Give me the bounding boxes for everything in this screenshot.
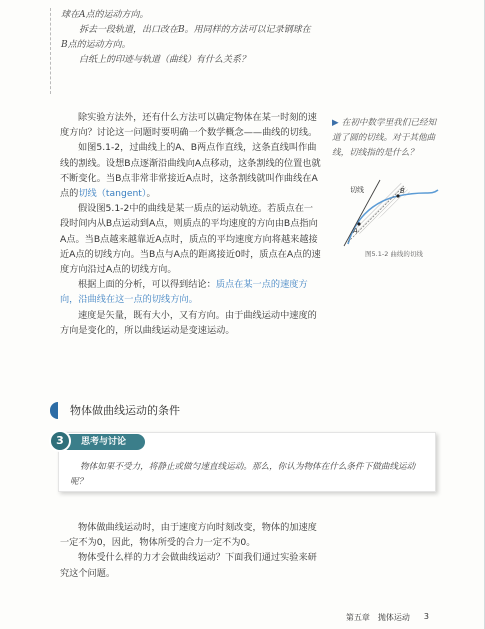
section-heading: [50, 401, 180, 419]
conclusion-highlight: 质点在某一点的速度方向，沿曲线在这一点的切线方向。: [60, 279, 308, 306]
paragraph-6: 物体做曲线运动时，由于速度方向时刻改变，物体的加速度一定不为0，因此，物体所受的合力一定不为0。: [60, 522, 317, 549]
chapter-title: 第五章 抛体运动: [345, 613, 410, 622]
paragraph-4-text: 根据上面的分析，可以得到结论：: [78, 279, 216, 291]
tangent-term: 切线（tangent）: [78, 188, 147, 200]
experiment-line-1: 球在A点的运动方向。: [61, 10, 149, 20]
paragraph-1: 除实验方法外，还有什么方法可以确定物体在某一时刻的速度方向？讨论这一问题时要明确一个数学概念——曲线的切线。: [60, 112, 318, 139]
section-bar-icon: [50, 402, 58, 419]
experiment-line-3: 白纸上的印迹与轨道（曲线）有什么关系？: [79, 55, 251, 65]
figure-caption: 图5.1-2 曲线的切线: [365, 250, 423, 258]
paragraph-2-text: 如图5.1-2，过曲线上的A、B两点作直线，这条直线叫作曲线的割线。设想B点逐渐沿曲线向A点移动，这条割线的位置也就不断变化。当B点非常非常接近A点时，这条割线就叫作曲线在A点的: [60, 142, 321, 200]
page-footer: [346, 612, 429, 623]
side-note: [332, 116, 442, 161]
tangent-diagram: [340, 172, 440, 250]
triangle-marker-icon: ▶: [332, 118, 339, 128]
side-note-text: 在初中数学里我们已经知道了圆的切线。对于其他曲线，切线指的是什么？: [332, 118, 437, 158]
paragraph-2: [60, 140, 322, 201]
paragraph-3: 假设图5.1-2中的曲线是某一质点的运动轨迹。若质点在一段时间内从B点运动到A点，则质点的平均速度的方向由B点指向A点。当B点越来越靠近A点时，质点的平均速度方向将越来越接近A点的切线方向。当B点与A点的距离接近0时，质点在A点的速度方向沿过A点的切线方向。: [60, 203, 321, 276]
discussion-text: 物体如果不受力，将静止或做匀速直线运动。那么，你认为物体在什么条件下做曲线运动呢？: [70, 462, 416, 487]
paragraph-7: 物体受什么样的力才会做曲线运动？下面我们通过实验来研究这个问题。: [60, 552, 317, 579]
main-text-block: [60, 110, 322, 338]
tangent-label: 切线: [350, 186, 364, 194]
experiment-line-2: 拆去一段轨道，出口改在B。用同样的方法可以记录钢球在B点的运动方向。: [61, 25, 311, 50]
paragraph-2-end: 。: [146, 188, 156, 200]
label-a: A: [353, 227, 358, 235]
label-b: B: [400, 187, 405, 195]
discussion-number-badge: 3: [49, 430, 71, 452]
tangent-figure: [340, 172, 440, 250]
experiment-box: [50, 8, 312, 94]
lower-text-block: [60, 520, 322, 581]
paragraph-4: [60, 277, 322, 307]
paragraph-5: 速度是矢量，既有大小，又有方向。由于曲线运动中速度的方向是变化的，所以曲线运动是变速运动。: [60, 309, 317, 336]
page-number: 3: [423, 612, 429, 621]
discussion-label: 思考与讨论: [57, 434, 145, 450]
point-a: [357, 222, 360, 225]
section-title: 物体做曲线运动的条件: [70, 404, 180, 417]
